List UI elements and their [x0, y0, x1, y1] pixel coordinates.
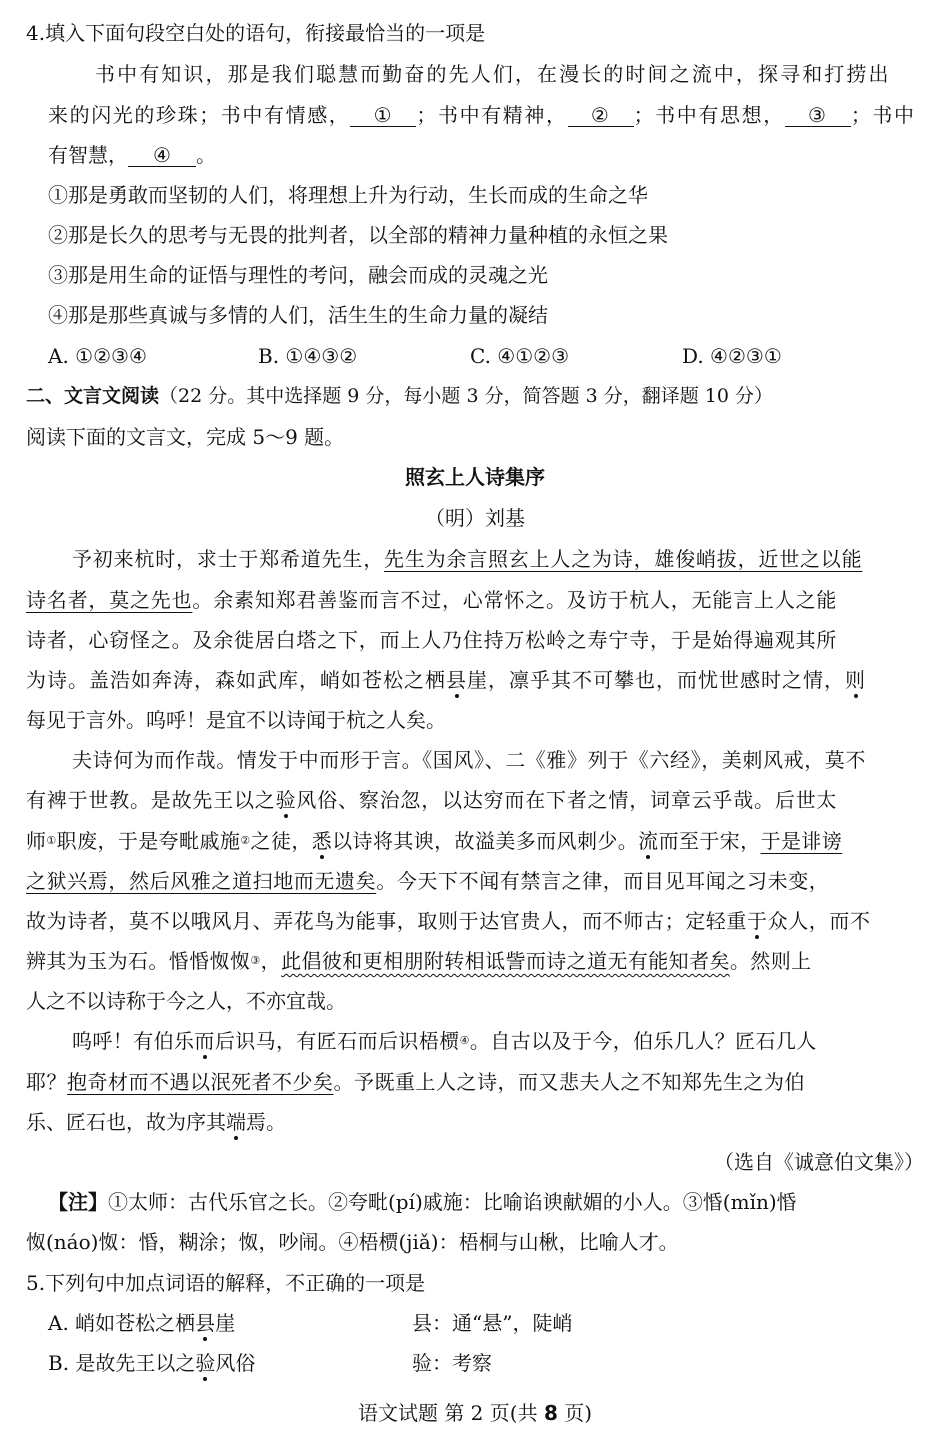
q4-passage-line3: 有智慧， ④ 。 — [48, 143, 216, 167]
article-line-2: 诗名者，莫之先也。余素知郑君善鉴而言不过，心常怀之。及访于杭人，无能言上人之能 — [26, 588, 838, 612]
q4-sentence-2: ②那是长久的思考与无畏的批判者，以全部的精神力量种植的永恒之果 — [48, 223, 668, 247]
dotted-word-er: 而 — [194, 1029, 215, 1053]
q4-option-d[interactable]: D. ④②③① — [682, 344, 782, 368]
article-source: （选自《诚意伯文集》） — [714, 1150, 924, 1174]
wavy-underlined-sentence: 此倡彼和更相朋附转相诋訾而诗之道无有能知者矣 — [281, 949, 730, 973]
blank-2: ② — [568, 104, 634, 127]
q4-sentence-1: ①那是勇敢而坚韧的人们，将理想上升为行动，生长而成的生命之华 — [48, 183, 648, 207]
q4-sentence-3: ③那是用生命的证悟与理性的考问，融会而成的灵魂之光 — [48, 263, 548, 287]
article-line-8: 师①职废，于是夸毗戚施②之徒，悉以诗将其谀，故溢美多而风刺少。流而至于宋，于是诽谤 — [26, 829, 843, 853]
q4-stem: 4.填入下面句段空白处的语句，衔接最恰当的一项是 — [26, 21, 486, 45]
q4-option-b[interactable]: B. ①④③② — [258, 344, 358, 368]
q5-stem: 5.下列句中加点词语的解释，不正确的一项是 — [26, 1271, 426, 1295]
article-line-7: 有裨于世教。是故先王以之验风俗、察治忽，以达穷而在下者之情，词章云乎哉。后世太 — [26, 788, 838, 812]
underlined-sentence-2-end: 之狱兴焉，然后风雅之道扫地而无遗矣 — [26, 869, 377, 893]
dotted-word-xi: 悉 — [311, 829, 333, 853]
dotted-word-xian: 县 — [446, 668, 467, 692]
article-line-14: 耶？抱奇材而不遇以泯死者不少矣。予既重上人之诗，而又悲夫人之不知郑先生之为伯 — [26, 1070, 805, 1094]
dotted-word-duan: 端 — [226, 1110, 246, 1134]
q5-option-a-quote[interactable]: A. 峭如苍松之栖县崖 — [48, 1311, 236, 1335]
underlined-sentence-3: 抱奇材而不遇以泯死者不少矣 — [67, 1070, 334, 1094]
dotted-word-liu: 流 — [638, 829, 659, 853]
article-line-13: 呜呼！有伯乐而后识马，有匠石而后识梧槚④。自古以及于今，伯乐几人？匠石几人 — [72, 1029, 817, 1053]
underlined-sentence-1: 先生为余言照玄上人之为诗，雄俊峭拔，近世之以能 — [384, 547, 863, 571]
q4-option-c[interactable]: C. ④①②③ — [470, 344, 570, 368]
q4-passage-line1: 书中有知识，那是我们聪慧而勤奋的先人们，在漫长的时间之流中，探寻和打捞出 — [95, 62, 891, 86]
article-line-12: 人之不以诗称于今之人，不亦宜哉。 — [26, 989, 346, 1013]
notes-line-1: 【注】①太师：古代乐官之长。②夸毗(pí)戚施：比喻谄谀献媚的小人。③惛(mǐn)惛 — [48, 1190, 797, 1214]
blank-4: ④ — [128, 144, 196, 167]
article-line-9: 之狱兴焉，然后风雅之道扫地而无遗矣。今天下不闻有禁言之律，而目见耳闻之习未变， — [26, 869, 830, 893]
article-line-4: 为诗。盖浩如奔涛，森如武库，峭如苍松之栖县崖，凛乎其不可攀也，而忧世感时之情，则 — [26, 668, 866, 692]
underlined-sentence-2: 于是诽谤 — [760, 829, 843, 853]
article-line-6: 夫诗何为而作哉。情发于中而形于言。《国风》、二《雅》列于《六经》，美刺风戒，莫不 — [72, 748, 866, 772]
q4-sentence-4: ④那是那些真诚与多情的人们，活生生的生命力量的凝结 — [48, 303, 548, 327]
article-title: 照玄上人诗集序 — [405, 465, 545, 489]
dotted-word-ze: 则 — [845, 668, 866, 692]
section2-instruction: 阅读下面的文言文，完成 5～9 题。 — [26, 425, 345, 449]
q4-option-a[interactable]: A. ①②③④ — [48, 344, 147, 368]
q5-option-a-explanation: 县：通“悬”，陡峭 — [412, 1311, 573, 1335]
article-line-15: 乐、匠石也，故为序其端焉。 — [26, 1110, 286, 1134]
article-line-5: 每见于言外。呜呼！是宜不以诗闻于杭之人矣。 — [26, 708, 446, 732]
article-line-1: 予初来杭时，求士于郑希道先生，先生为余言照玄上人之为诗，雄俊峭拔，近世之以能 — [72, 547, 863, 571]
article-line-3: 诗者，心窃怪之。及余徙居白塔之下，而上人乃住持万松岭之寿宁寺，于是始得遍观其所 — [26, 628, 838, 652]
section2-heading: 二、文言文阅读（22 分。其中选择题 9 分，每小题 3 分，简答题 3 分，翻译题 10 分） — [26, 385, 773, 407]
article-author: （明）刘基 — [425, 506, 525, 530]
blank-1: ① — [350, 104, 416, 127]
notes-line-2: 怓(náo)怓：惛，糊涂；怓，吵闹。④梧槚(jiǎ)：梧桐与山楸，比喻人才。 — [26, 1230, 679, 1254]
q5-option-b-quote[interactable]: B. 是故先王以之验风俗 — [48, 1351, 256, 1375]
blank-3: ③ — [785, 104, 851, 127]
dotted-word-yan: 验 — [275, 788, 297, 812]
dotted-word-yu: 于 — [747, 909, 768, 933]
page-footer: 语文试题 第 2 页(共 8 页) — [357, 1401, 593, 1425]
q4-passage-line2: 来的闪光的珍珠；书中有情感， ① ；书中有精神， ② ；书中有思想， ③ ；书中 — [48, 103, 916, 127]
article-line-11: 辨其为玉为石。惛惛怓怓③，此倡彼和更相朋附转相诋訾而诗之道无有能知者矣。然则上 — [26, 949, 812, 973]
article-line-10: 故为诗者，莫不以哦风月、弄花鸟为能事，取则于达官贵人，而不师古；定轻重于众人，而不 — [26, 909, 871, 933]
underlined-sentence-1-end: 诗名者，莫之先也 — [26, 588, 193, 612]
q5-option-b-explanation: 验：考察 — [412, 1351, 492, 1375]
